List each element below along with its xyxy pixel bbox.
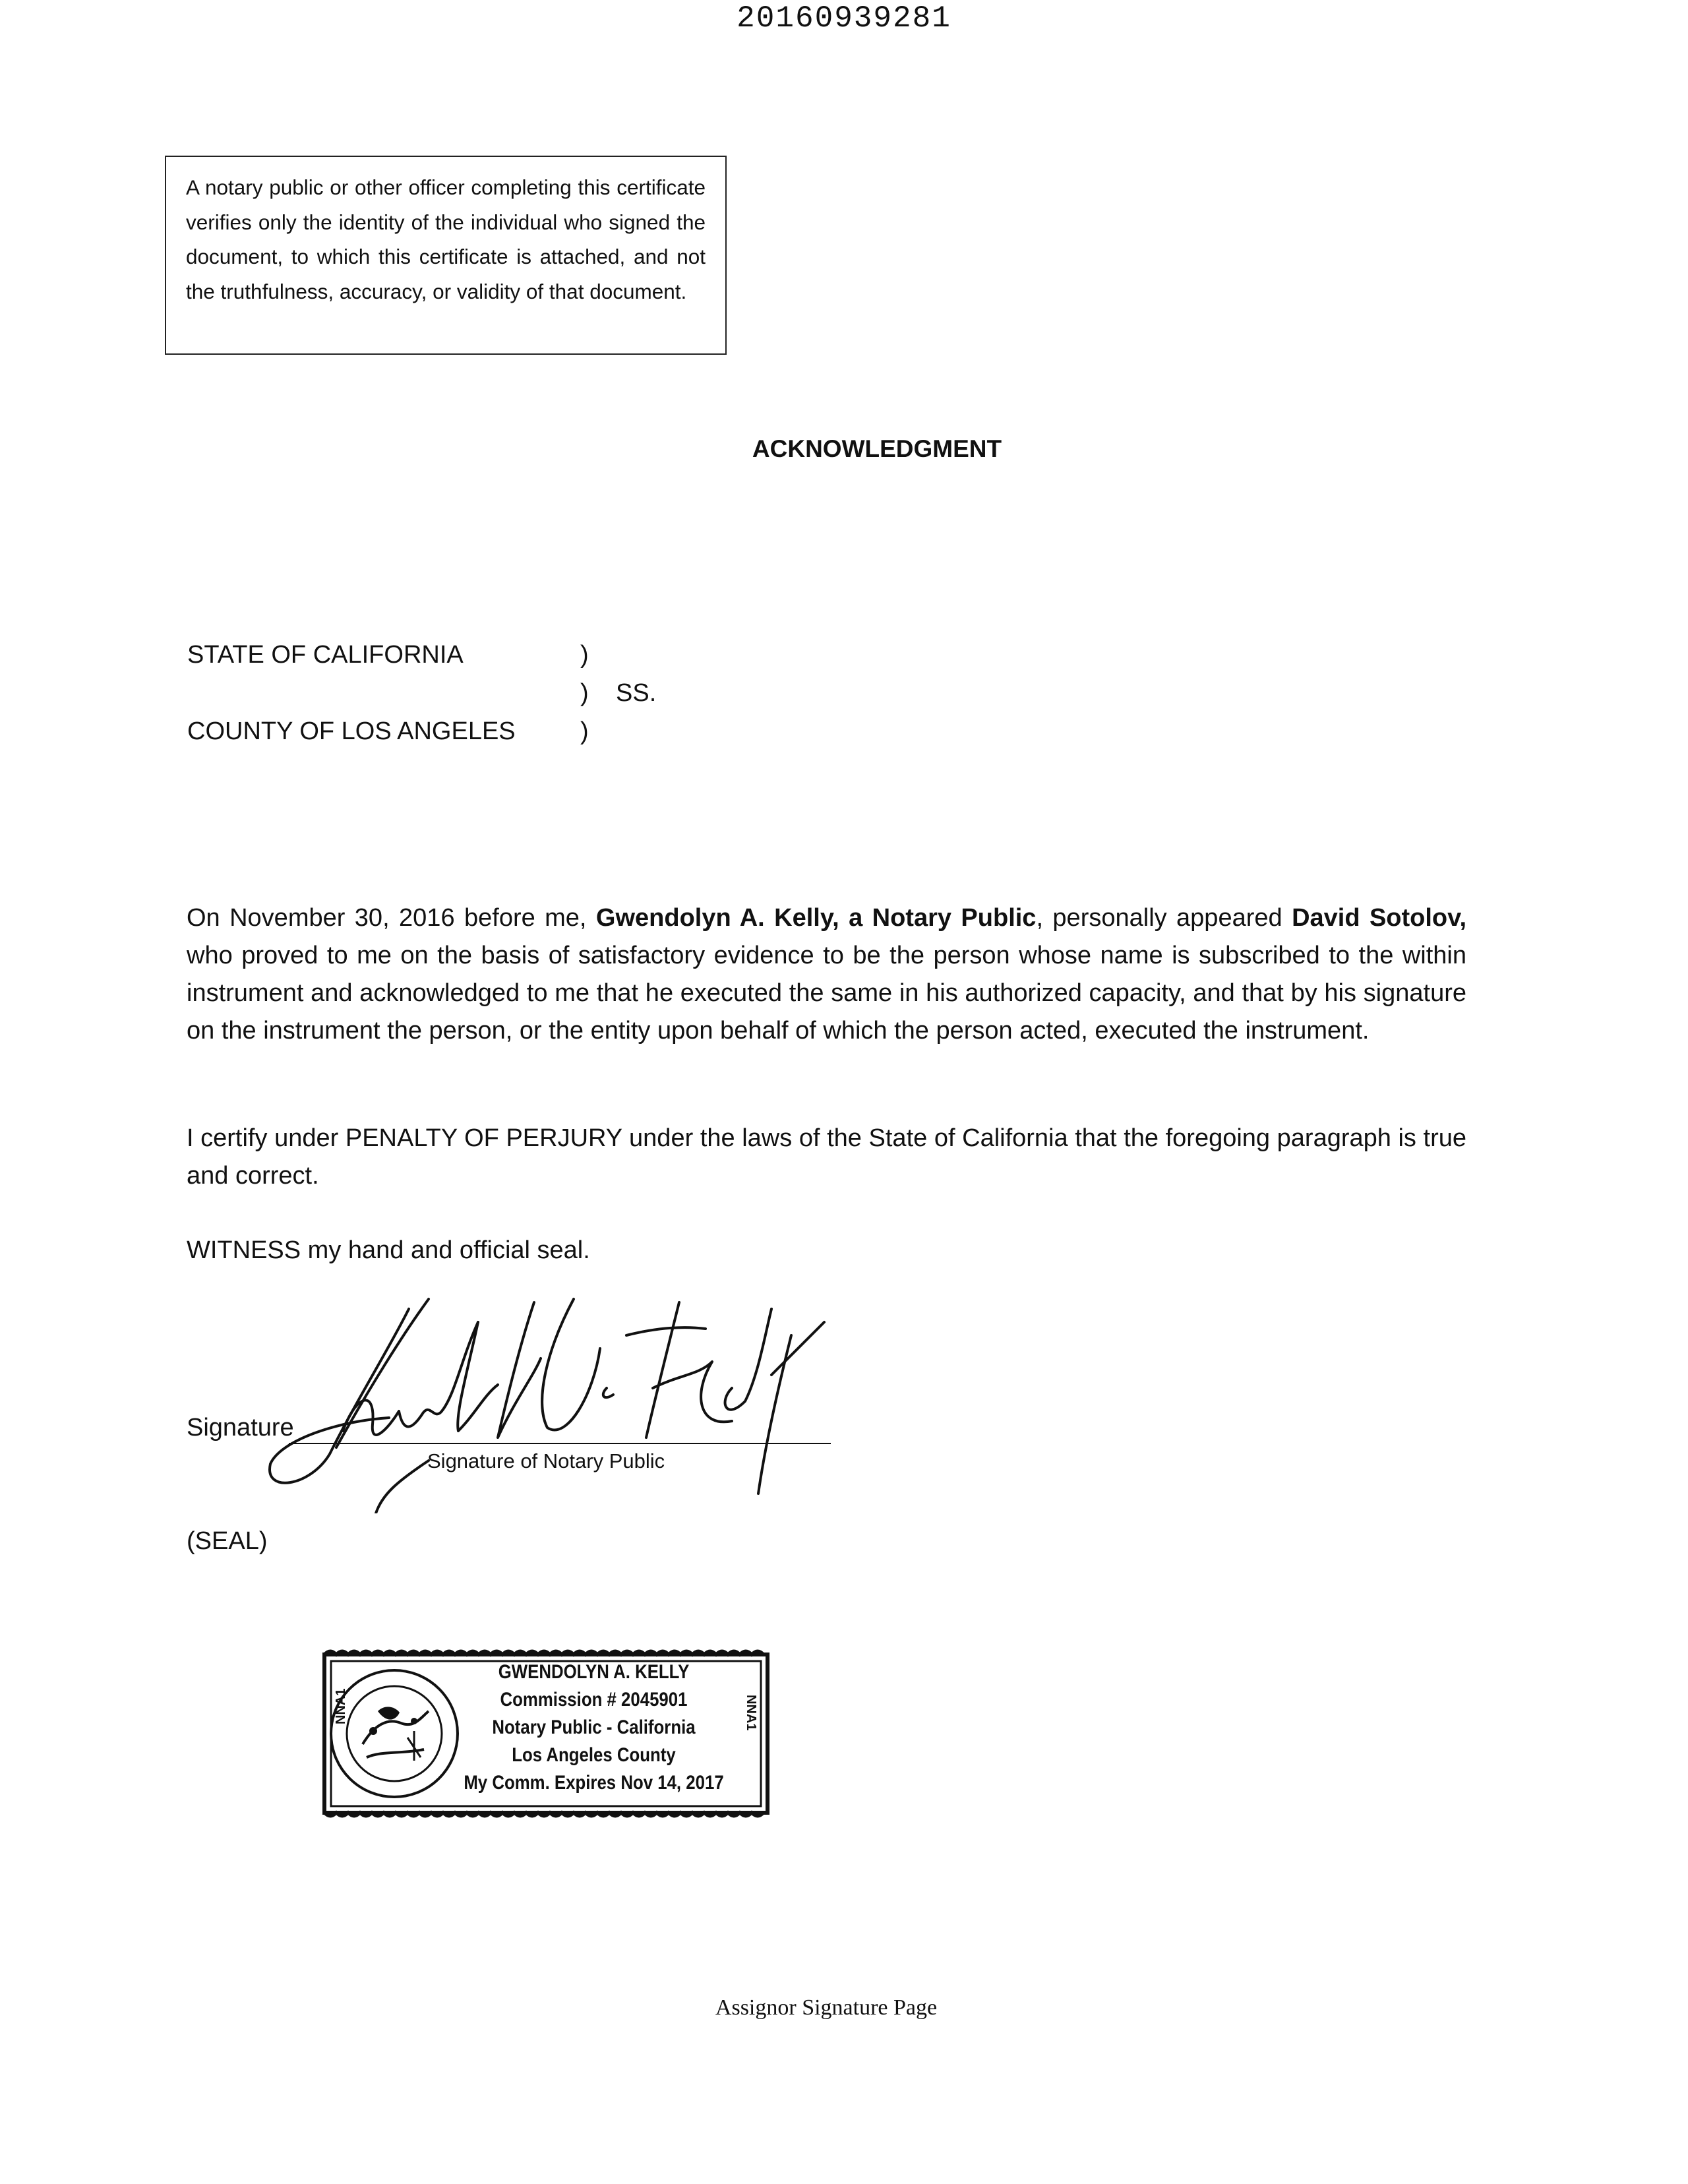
notary-disclaimer-text: A notary public or other officer completing this certificate verifies only the identity of the individual who signed the document, to which this certificate is attached, and not the truthfulness, accuracy, or validity of that document.: [186, 175, 706, 303]
stamp-title: Notary Public - California: [492, 1716, 696, 1738]
notary-stamp: [315, 1645, 777, 1822]
certification-paragraph: [187, 1120, 1466, 1195]
witness-text: WITNESS my hand and official seal.: [187, 1236, 590, 1264]
signature-label: Signature: [187, 1414, 294, 1441]
stamp-county: Los Angeles County: [512, 1744, 676, 1766]
seal-label: (SEAL): [187, 1527, 268, 1555]
handwritten-signature: [257, 1296, 884, 1513]
signature-caption: Signature of Notary Public: [427, 1449, 665, 1472]
document-number: 20160939281: [737, 1, 951, 36]
stamp-notary-name: GWENDOLYN A. KELLY: [498, 1661, 690, 1683]
stamp-side-code-right: NNA1: [744, 1695, 758, 1731]
certification-text: I certify under PENALTY OF PERJURY under the laws of the State of California that the foregoing paragraph is true and correct.: [187, 1124, 1466, 1190]
venue-paren-2: ): [580, 679, 589, 707]
venue-state: STATE OF CALIFORNIA: [187, 641, 464, 669]
stamp-text-block: [462, 1658, 726, 1797]
venue-county: COUNTY OF LOS ANGELES: [187, 717, 516, 745]
venue-paren-3: ): [580, 717, 589, 745]
stamp-side-code-left: NNA1: [334, 1688, 348, 1724]
page-footer: Assignor Signature Page: [715, 1995, 938, 2020]
ack-text-1: On November 30, 2016 before me,: [187, 904, 596, 932]
ack-text-3: who proved to me on the basis of satisfactory evidence to be the person whose name is subscribed to the within instrument and acknowledged to me that he executed the same in his authorized capacity, and that by his signature on the instrument the person, or the entity upon behalf of which the person acted, executed the instrument.: [187, 942, 1466, 1045]
notary-name: Gwendolyn A. Kelly, a Notary Public: [595, 904, 1037, 932]
acknowledgment-paragraph: [187, 899, 1466, 1050]
venue-paren-1: ): [580, 641, 589, 669]
stamp-commission: Commission # 2045901: [500, 1689, 688, 1711]
witness-paragraph: [187, 1232, 1466, 1269]
venue-ss: SS.: [616, 679, 657, 707]
signer-name: David Sotolov,: [1292, 904, 1467, 932]
stamp-expiration: My Comm. Expires Nov 14, 2017: [464, 1772, 724, 1794]
ack-text-2: , personally appeared: [1036, 904, 1292, 932]
page-title: ACKNOWLEDGMENT: [752, 435, 1002, 462]
notary-disclaimer-box: [165, 156, 727, 355]
